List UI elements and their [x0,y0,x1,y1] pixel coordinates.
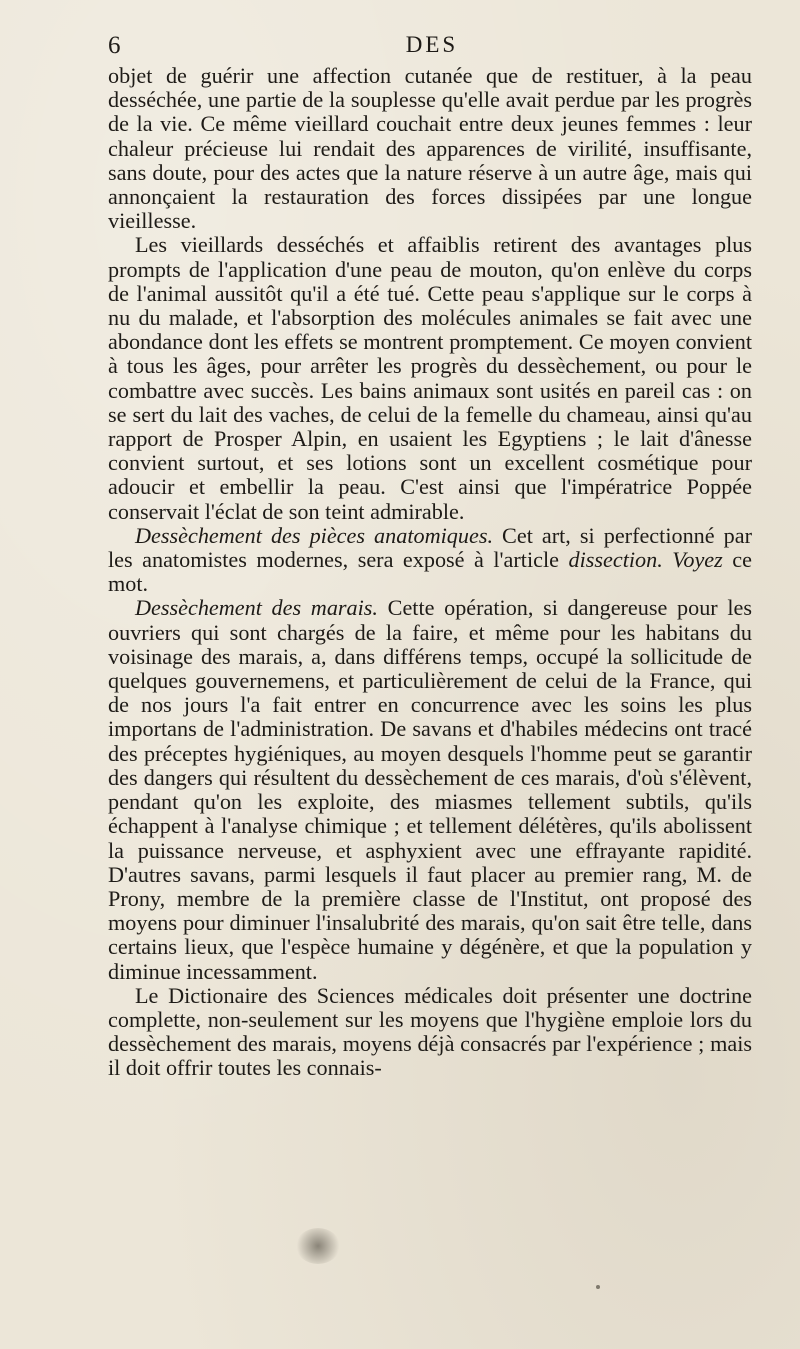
italic-term: Dessèchement des marais. [135,595,378,621]
page-header [108,32,756,66]
body-text [108,64,752,1081]
paragraph [108,984,752,1081]
text-run: Les vieillards desséchés et affaiblis retirent des avantages plus prompts de l'application d'une peau de mouton, qu'on enlève du corps de l'animal aussitôt qu'il a été tué. Cette peau s'applique sur le corps à nu du malade, et l'absorption des molécules animales se fait avec une abondance dont les effets se montrent promptement. Ce moyen convient à tous les âges, pour arrêter les progrès du dessèchement, ou pour le combattre avec succès. Les bains animaux sont usités en pareil cas : on se sert du lait des vaches, de celui de la femelle du chameau, ainsi qu'au rapport de Prosper Alpin, en usaient les Egyptiens ; le lait d'ânesse convient surtout, et ses lotions sont un excellent cosmétique pour adoucir et embellir la peau. C'est ainsi que l'impératrice Poppée conservait l'éclat de son teint admirable. [108,232,752,524]
text-run: ce mot. [108,547,752,597]
text-run: objet de guérir une affection cutanée que de restituer, à la peau desséchée, une partie de la souplesse qu'elle avait perdue par les progrès de la vie. Ce même vieillard couchait entre deux jeunes femmes : leur chaleur précieuse lui rendait des apparences de virilité, insuffisante, sans doute, pour des actes que la nature réserve à un autre âge, mais qui annonçaient la restauration des forces dissipées par une longue vieillesse. [108,63,752,234]
paragraph [108,524,752,597]
italic-term: Dessèchement des pièces anatomiques. [135,522,493,548]
page-number: 6 [108,32,121,59]
ink-smudge [296,1228,340,1264]
running-head: DES [405,32,459,57]
italic-term: dissection. Voyez [568,547,723,573]
paragraph [108,233,752,523]
paragraph [108,596,752,983]
text-run: Cette opération, si dangereuse pour les ouvriers qui sont chargés de la faire, et même pour les habitans du voisinage des marais, a, dans différens temps, occupé la sollicitude de quelques gouvernemens, et particulièrement de celui de la France, qui de nos jours l'a fait entrer en concurrence avec les soins les plus importans de l'administration. De savans et d'habiles médecins ont tracé des préceptes hygiéniques, au moyen desquels l'homme peut se garantir des dangers qui résultent du dessèchement de ces marais, d'où s'élèvent, pendant qu'on les exploite, des miasmes tellement subtils, qu'ils échappent à l'analyse chimique ; et tellement délétères, qu'ils abolissent la puissance nerveuse, et asphyxient avec une effrayante rapidité. D'autres savans, parmi lesquels il faut placer au premier rang, M. de Prony, membre de la première classe de l'Institut, ont proposé des moyens pour diminuer l'insalubrité des marais, qu'on sait être telle, dans certains lieux, que l'espèce humaine y dégénère, et que la population y diminue incessamment. [108,595,752,984]
paragraph [108,64,752,233]
text-run: Cet art, si perfectionné par les anatomistes modernes, sera exposé à l'article [108,522,752,573]
text-run: Le Dictionaire des Sciences médicales doit présenter une doctrine complette, non-seulement sur les moyens que l'hygiène emploie lors du dessèchement des marais, moyens déjà consacrés par l'expérience ; mais il doit offrir toutes les connais- [108,982,752,1081]
ink-speck [596,1285,600,1289]
